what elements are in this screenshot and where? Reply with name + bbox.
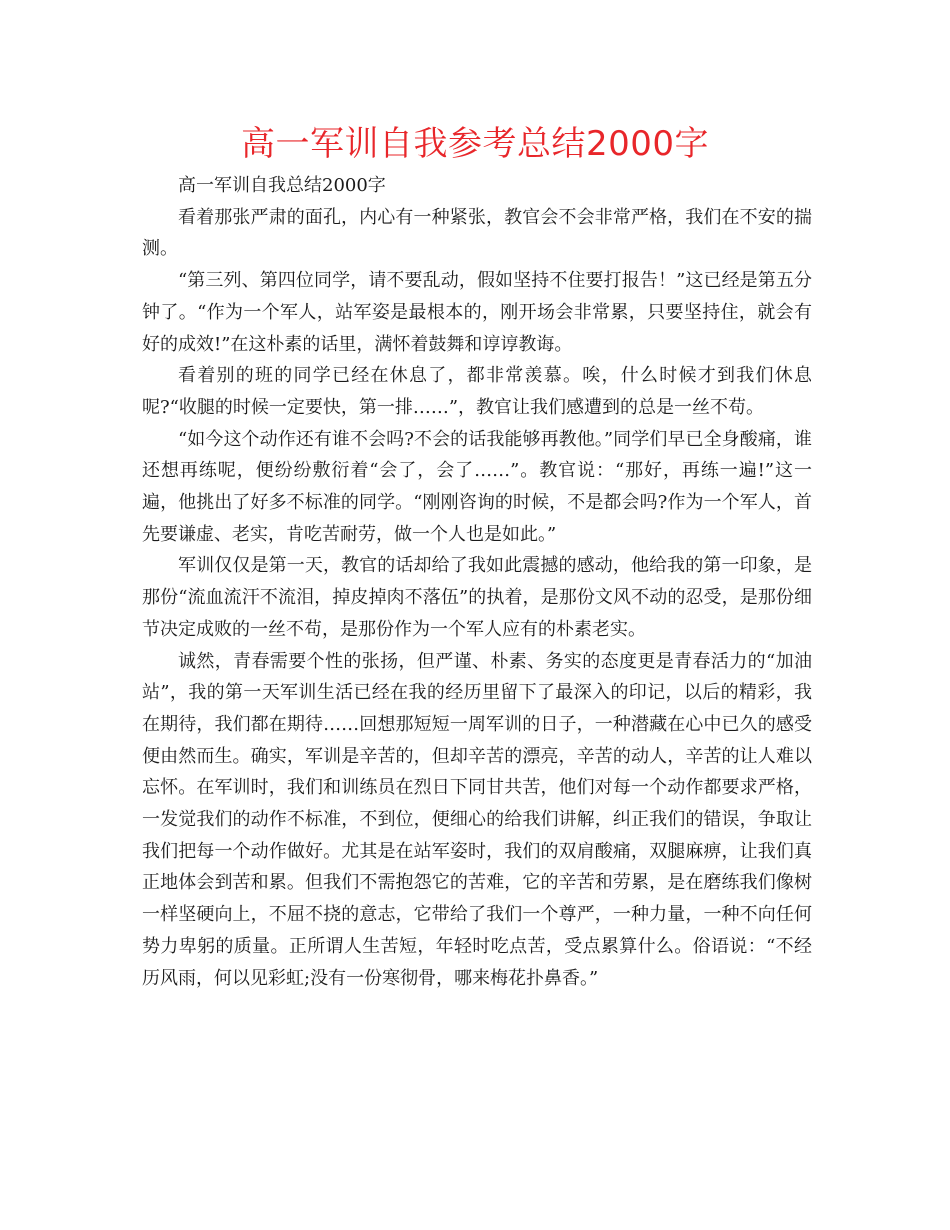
- document-title: 高一军训自我参考总结2000字: [240, 124, 710, 164]
- body-paragraph: 看着别的班的同学已经在休息了，都非常羡慕。唉，什么时候才到我们休息呢?“收腿的时候一定要快，第一排……”，教官让我们感遭到的总是一丝不苟。: [142, 365, 812, 418]
- body-paragraph: 看着那张严肃的面孔，内心有一种紧张，教官会不会非常严格，我们在不安的揣测。: [142, 206, 812, 260]
- body-paragraph: “如今这个动作还有谁不会吗?不会的话我能够再教他。”同学们早已全身酸痛，谁还想再练呢，便纷纷敷衍着“会了，会了……”。教官说：“那好，再练一遍!”这一遍，他挑出了好多不标准的同学。“刚刚咨询的时候，不是都会吗?作为一个军人，首先要谦虚、老实，肯吃苦耐劳，做一个人也是如此。”: [142, 428, 812, 545]
- body-paragraph: 军训仅仅是第一天，教官的话却给了我如此震撼的感动，他给我的第一印象，是那份“流血流汗不流泪，掉皮掉肉不落伍”的执着，是那份文风不动的忍受，是那份细节决定成败的一丝不苟，是那份作为一个军人应有的朴素老实。: [142, 555, 812, 640]
- body-paragraph: “第三列、第四位同学，请不要乱动，假如坚持不住要打报告！”这已经是第五分钟了。“作为一个军人，站军姿是最根本的，刚开场会非常累，只要坚持住，就会有好的成效!”在这朴素的话里，满怀着鼓舞和谆谆教诲。: [142, 270, 812, 355]
- subtitle-paragraph: 高一军训自我总结2000字: [178, 175, 386, 196]
- body-paragraph: 诚然，青春需要个性的张扬，但严谨、朴素、务实的态度更是青春活力的“加油站”，我的第一天军训生活已经在我的经历里留下了最深入的印记，以后的精彩，我在期待，我们都在期待……回想那短短一周军训的日子，一种潜藏在心中已久的感受便由然而生。确实，军训是辛苦的，但却辛苦的漂亮，辛苦的动人，辛苦的让人难以忘怀。在军训时，我们和训练员在烈日下同甘共苦，他们对每一个动作都要求严格，一发觉我们的动作不标准，不到位，便细心的给我们讲解，纠正我们的错误，争取让我们把每一个动作做好。尤其是在站军姿时，我们的双肩酸痛，双腿麻痹，让我们真正地体会到苦和累。但我们不需抱怨它的苦难，它的辛苦和劳累，是在磨练我们像树一样坚硬向上，不屈不挠的意志，它带给了我们一个尊严，一种力量，一种不向任何势力卑躬的质量。正所谓人生苦短，年轻时吃点苦，受点累算什么。俗语说：“不经历风雨，何以见彩虹;没有一份寒彻骨，哪来梅花扑鼻香。”: [142, 650, 812, 989]
- document-body: [142, 170, 812, 994]
